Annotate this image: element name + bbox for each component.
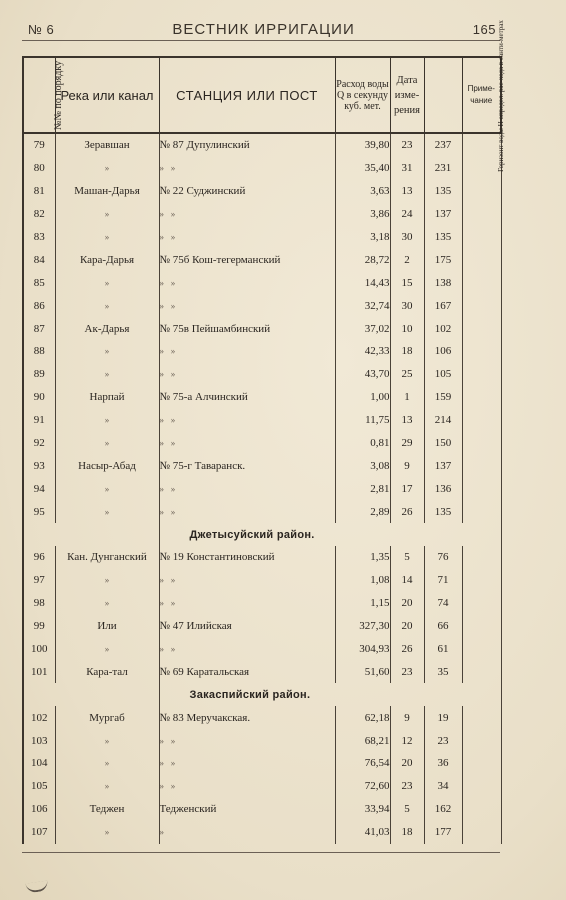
water-level-value: 105	[424, 363, 462, 386]
row-number: 87	[23, 317, 55, 340]
measurement-date: 10	[390, 317, 424, 340]
note-cell	[462, 386, 501, 409]
measurement-date: 31	[390, 157, 424, 180]
table-row	[23, 500, 501, 523]
table-row	[23, 477, 501, 500]
table-row	[23, 363, 501, 386]
river-name: Нарпай	[55, 386, 159, 409]
river-name: »	[55, 340, 159, 363]
station-name: » »	[159, 638, 335, 661]
discharge-value: 0,81	[335, 432, 390, 455]
column-header-number	[23, 57, 65, 133]
discharge-value: 1,35	[335, 546, 390, 569]
water-level-value: 76	[424, 546, 462, 569]
table-row	[23, 180, 501, 203]
discharge-value: 2,81	[335, 477, 390, 500]
measurement-date: 5	[390, 546, 424, 569]
region-heading-row	[23, 523, 501, 546]
table-body	[23, 133, 501, 844]
river-name: Зеравшан	[55, 133, 159, 157]
column-header-water-level-label: Горизонт воды H определ. рас-хода в санти-метрах	[496, 20, 505, 172]
measurement-date: 25	[390, 363, 424, 386]
discharge-value: 1,15	[335, 592, 390, 615]
table-row	[23, 157, 501, 180]
table-row	[23, 729, 501, 752]
region-spacer	[23, 523, 159, 546]
station-name: » »	[159, 409, 335, 432]
station-name: № 22 Суджинский	[159, 180, 335, 203]
note-cell	[462, 340, 501, 363]
row-number: 102	[23, 706, 55, 729]
water-level-value: 237	[424, 133, 462, 157]
station-name: № 87 Дупулинский	[159, 133, 335, 157]
river-name: »	[55, 752, 159, 775]
note-cell	[462, 477, 501, 500]
water-level-value: 136	[424, 477, 462, 500]
river-name: »	[55, 477, 159, 500]
river-name: »	[55, 203, 159, 226]
station-name: » »	[159, 752, 335, 775]
measurement-date: 17	[390, 477, 424, 500]
note-cell	[462, 271, 501, 294]
ink-mark	[25, 881, 48, 894]
note-cell	[462, 752, 501, 775]
measurement-date: 12	[390, 729, 424, 752]
measurement-date: 24	[390, 203, 424, 226]
station-name: » »	[159, 775, 335, 798]
note-cell	[462, 500, 501, 523]
table-row	[23, 226, 501, 249]
row-number: 94	[23, 477, 55, 500]
discharge-value: 14,43	[335, 271, 390, 294]
column-header-river: Река или канал	[55, 57, 159, 133]
note-cell	[462, 798, 501, 821]
water-level-value: 231	[424, 157, 462, 180]
column-header-station: СТАНЦИЯ ИЛИ ПОСТ	[159, 57, 335, 133]
station-name: Тедженский	[159, 798, 335, 821]
river-name: »	[55, 409, 159, 432]
water-level-value: 162	[424, 798, 462, 821]
discharge-value: 33,94	[335, 798, 390, 821]
note-cell	[462, 706, 501, 729]
row-number: 98	[23, 592, 55, 615]
discharge-value: 42,33	[335, 340, 390, 363]
station-name: » »	[159, 592, 335, 615]
water-level-value: 66	[424, 615, 462, 638]
note-cell	[462, 775, 501, 798]
discharge-value: 76,54	[335, 752, 390, 775]
measurement-date: 9	[390, 454, 424, 477]
river-name: »	[55, 569, 159, 592]
table-row	[23, 592, 501, 615]
journal-title: ВЕСТНИК ИРРИГАЦИИ	[172, 20, 355, 38]
river-name: »	[55, 271, 159, 294]
row-number: 92	[23, 432, 55, 455]
river-name: Кара-Дарья	[55, 248, 159, 271]
table-row	[23, 615, 501, 638]
discharge-value: 41,03	[335, 821, 390, 844]
measurement-date: 14	[390, 569, 424, 592]
water-level-value: 34	[424, 775, 462, 798]
note-cell	[462, 615, 501, 638]
river-name: »	[55, 363, 159, 386]
table-row	[23, 775, 501, 798]
region-heading: Закаспийский район.	[159, 683, 501, 706]
note-cell	[462, 133, 501, 157]
note-cell	[462, 203, 501, 226]
column-header-date: Дата изме-рения	[390, 57, 424, 133]
discharge-value: 62,18	[335, 706, 390, 729]
water-level-value: 102	[424, 317, 462, 340]
discharge-value: 37,02	[335, 317, 390, 340]
water-level-value: 36	[424, 752, 462, 775]
water-level-value: 19	[424, 706, 462, 729]
station-name: № 69 Каратальская	[159, 660, 335, 683]
note-cell	[462, 660, 501, 683]
row-number: 107	[23, 821, 55, 844]
table-row	[23, 454, 501, 477]
measurement-date: 20	[390, 592, 424, 615]
discharge-value: 43,70	[335, 363, 390, 386]
measurement-date: 30	[390, 226, 424, 249]
measurement-date: 5	[390, 798, 424, 821]
river-name: Мургаб	[55, 706, 159, 729]
discharge-value: 304,93	[335, 638, 390, 661]
station-name: » »	[159, 294, 335, 317]
water-level-value: 61	[424, 638, 462, 661]
station-name: » »	[159, 226, 335, 249]
measurement-date: 26	[390, 500, 424, 523]
row-number: 99	[23, 615, 55, 638]
water-level-value: 74	[424, 592, 462, 615]
table-row	[23, 638, 501, 661]
measurement-date: 20	[390, 752, 424, 775]
measurement-date: 2	[390, 248, 424, 271]
region-heading-row	[23, 683, 501, 706]
discharge-value: 32,74	[335, 294, 390, 317]
row-number: 96	[23, 546, 55, 569]
station-name: № 19 Константиновский	[159, 546, 335, 569]
river-name: »	[55, 729, 159, 752]
station-name: » »	[159, 271, 335, 294]
table-bottom-rule	[22, 852, 500, 853]
discharge-value: 39,80	[335, 133, 390, 157]
measurement-date: 15	[390, 271, 424, 294]
table-row	[23, 752, 501, 775]
row-number: 97	[23, 569, 55, 592]
issue-number: № 6	[28, 21, 55, 37]
station-name: » »	[159, 432, 335, 455]
water-level-value: 214	[424, 409, 462, 432]
river-name: »	[55, 775, 159, 798]
region-heading: Джетысуйский район.	[159, 523, 501, 546]
row-number: 83	[23, 226, 55, 249]
header-rule	[22, 40, 500, 41]
table-header-row	[23, 57, 501, 133]
river-name: »	[55, 157, 159, 180]
note-cell	[462, 294, 501, 317]
row-number: 81	[23, 180, 55, 203]
river-name: »	[55, 638, 159, 661]
note-cell	[462, 409, 501, 432]
note-cell	[462, 248, 501, 271]
discharge-value: 2,89	[335, 500, 390, 523]
measurement-date: 9	[390, 706, 424, 729]
table-row	[23, 660, 501, 683]
discharge-value: 1,08	[335, 569, 390, 592]
discharge-value: 3,86	[335, 203, 390, 226]
table-row	[23, 203, 501, 226]
row-number: 82	[23, 203, 55, 226]
station-name: »	[159, 821, 335, 844]
note-cell	[462, 821, 501, 844]
table-row	[23, 340, 501, 363]
page-number: 165	[472, 21, 496, 37]
water-level-value: 23	[424, 729, 462, 752]
row-number: 79	[23, 133, 55, 157]
river-name: Кара-тал	[55, 660, 159, 683]
note-cell	[462, 592, 501, 615]
row-number: 93	[23, 454, 55, 477]
note-cell	[462, 363, 501, 386]
discharge-value: 1,00	[335, 386, 390, 409]
discharge-value: 72,60	[335, 775, 390, 798]
measurement-date: 18	[390, 821, 424, 844]
station-name: № 47 Илийская	[159, 615, 335, 638]
table-row	[23, 248, 501, 271]
water-level-value: 135	[424, 180, 462, 203]
note-cell	[462, 729, 501, 752]
row-number: 95	[23, 500, 55, 523]
water-level-value: 159	[424, 386, 462, 409]
station-name: » »	[159, 500, 335, 523]
river-name: »	[55, 821, 159, 844]
row-number: 80	[23, 157, 55, 180]
river-name: Машан-Дарья	[55, 180, 159, 203]
note-cell	[462, 569, 501, 592]
station-name: » »	[159, 729, 335, 752]
row-number: 88	[23, 340, 55, 363]
discharge-value: 28,72	[335, 248, 390, 271]
note-cell	[462, 157, 501, 180]
water-level-value: 135	[424, 226, 462, 249]
measurement-date: 1	[390, 386, 424, 409]
discharge-value: 3,63	[335, 180, 390, 203]
measurement-date: 18	[390, 340, 424, 363]
measurement-date: 26	[390, 638, 424, 661]
table-row	[23, 706, 501, 729]
river-name: »	[55, 500, 159, 523]
row-number: 89	[23, 363, 55, 386]
measurement-date: 29	[390, 432, 424, 455]
river-name: »	[55, 226, 159, 249]
measurement-date: 20	[390, 615, 424, 638]
station-name: » »	[159, 477, 335, 500]
river-name: Кан. Дунганский	[55, 546, 159, 569]
table-row	[23, 798, 501, 821]
note-cell	[462, 454, 501, 477]
row-number: 90	[23, 386, 55, 409]
river-name: »	[55, 432, 159, 455]
region-spacer	[23, 683, 159, 706]
water-level-value: 137	[424, 454, 462, 477]
row-number: 105	[23, 775, 55, 798]
station-name: № 75-г Таваранск.	[159, 454, 335, 477]
water-level-value: 35	[424, 660, 462, 683]
station-name: » »	[159, 340, 335, 363]
row-number: 84	[23, 248, 55, 271]
water-level-value: 106	[424, 340, 462, 363]
water-level-value: 167	[424, 294, 462, 317]
table-row	[23, 133, 501, 157]
station-name: № 75в Пейшамбинский	[159, 317, 335, 340]
measurement-date: 13	[390, 180, 424, 203]
river-name: »	[55, 592, 159, 615]
measurement-date: 23	[390, 775, 424, 798]
discharge-value: 11,75	[335, 409, 390, 432]
station-name: » »	[159, 363, 335, 386]
table-row	[23, 821, 501, 844]
row-number: 85	[23, 271, 55, 294]
measurement-date: 13	[390, 409, 424, 432]
water-level-value: 177	[424, 821, 462, 844]
column-header-note: Приме-чание	[462, 57, 501, 133]
water-level-value: 137	[424, 203, 462, 226]
running-head	[28, 18, 496, 40]
measurement-date: 23	[390, 660, 424, 683]
station-name: № 75б Кош-тегерманский	[159, 248, 335, 271]
row-number: 103	[23, 729, 55, 752]
river-name: Насыр-Абад	[55, 454, 159, 477]
water-level-value: 150	[424, 432, 462, 455]
discharge-value: 51,60	[335, 660, 390, 683]
table-row	[23, 546, 501, 569]
note-cell	[462, 226, 501, 249]
table-row	[23, 409, 501, 432]
water-level-value: 138	[424, 271, 462, 294]
water-level-value: 175	[424, 248, 462, 271]
river-name: Теджен	[55, 798, 159, 821]
measurement-date: 30	[390, 294, 424, 317]
table-row	[23, 317, 501, 340]
table-row	[23, 294, 501, 317]
discharge-value: 68,21	[335, 729, 390, 752]
station-name: № 75-а Алчинский	[159, 386, 335, 409]
river-name: Ак-Дарья	[55, 317, 159, 340]
note-cell	[462, 317, 501, 340]
column-header-discharge: Расход воды Q в секунду куб. мет.	[335, 57, 390, 133]
row-number: 104	[23, 752, 55, 775]
row-number: 106	[23, 798, 55, 821]
table-row	[23, 432, 501, 455]
table-row	[23, 271, 501, 294]
water-level-value: 71	[424, 569, 462, 592]
discharge-value: 3,18	[335, 226, 390, 249]
measurement-date: 23	[390, 133, 424, 157]
row-number: 101	[23, 660, 55, 683]
table-row	[23, 386, 501, 409]
note-cell	[462, 432, 501, 455]
discharge-value: 35,40	[335, 157, 390, 180]
station-name: » »	[159, 157, 335, 180]
row-number: 91	[23, 409, 55, 432]
row-number: 86	[23, 294, 55, 317]
river-name: »	[55, 294, 159, 317]
row-number: 100	[23, 638, 55, 661]
discharge-value: 3,08	[335, 454, 390, 477]
note-cell	[462, 546, 501, 569]
water-level-value: 135	[424, 500, 462, 523]
discharge-value: 327,30	[335, 615, 390, 638]
river-name: Или	[55, 615, 159, 638]
station-name: № 83 Меручакская.	[159, 706, 335, 729]
note-cell	[462, 638, 501, 661]
table-row	[23, 569, 501, 592]
column-header-number-label: №№ по порядку	[53, 60, 65, 131]
note-cell	[462, 180, 501, 203]
station-name: » »	[159, 569, 335, 592]
station-name: » »	[159, 203, 335, 226]
